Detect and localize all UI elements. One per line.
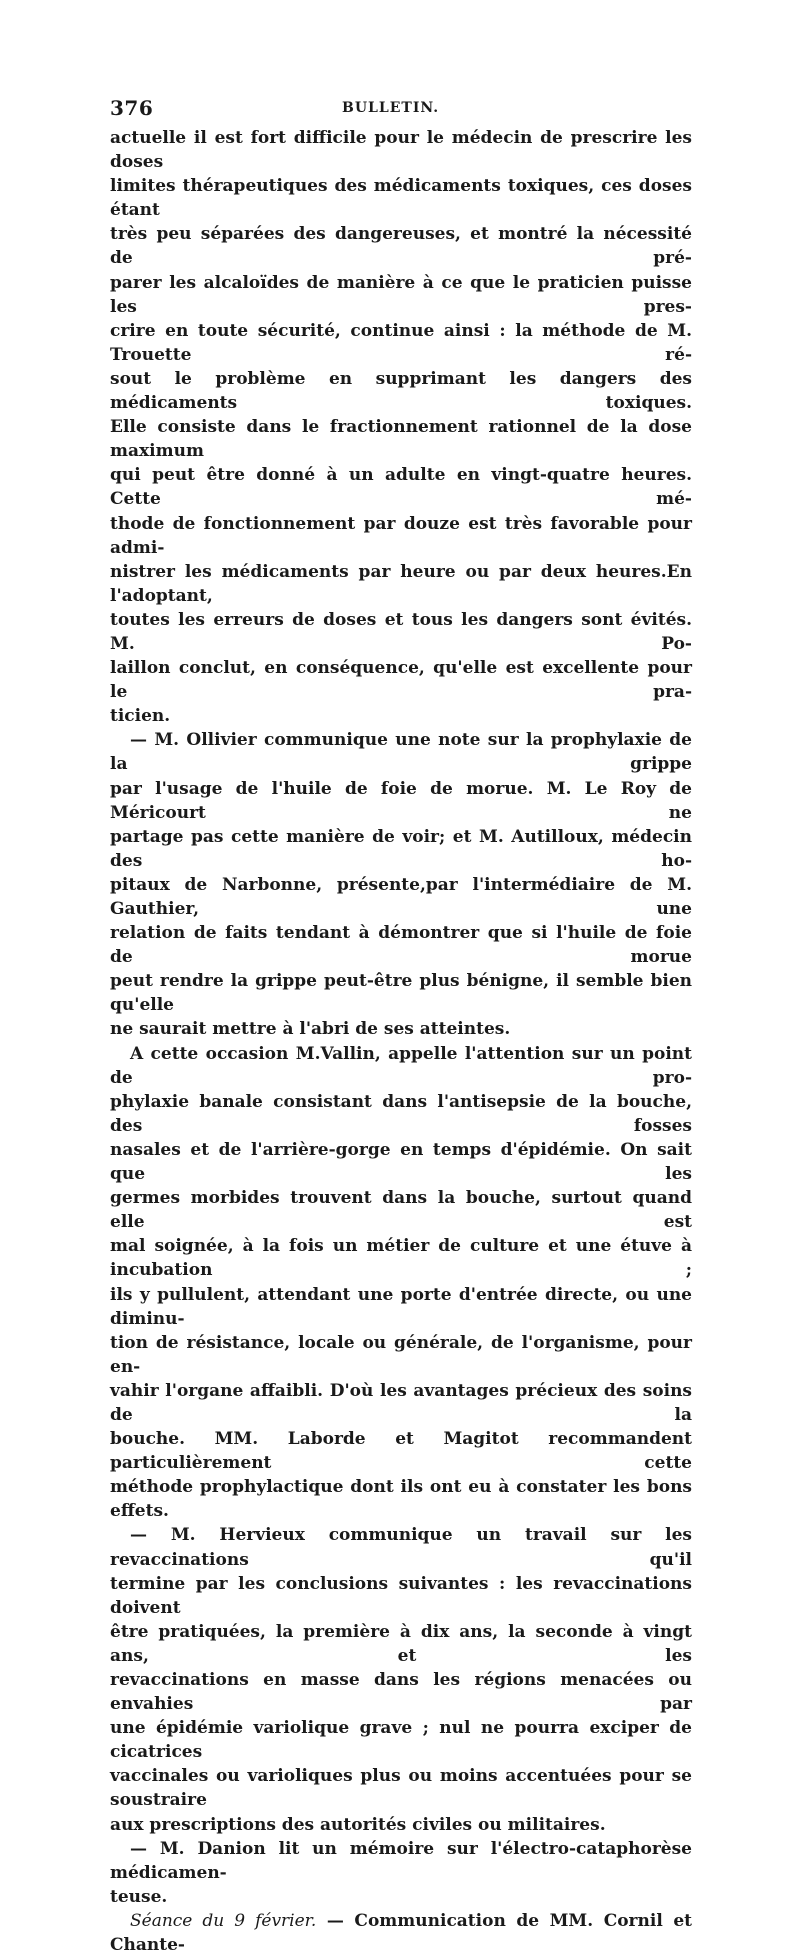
page-number: 376 — [110, 96, 154, 120]
text-line: — M. Hervieux communique un travail sur les revaccinations qu'il — [110, 1525, 692, 1570]
text-line: une épidémie variolique grave ; nul ne pourra exciper de cicatrices — [110, 1718, 692, 1763]
text-line: relation de faits tendant à démontrer que si l'huile de foie de morue — [110, 923, 692, 968]
text-line: thode de fonctionnement par douze est très favorable pour admi- — [110, 513, 692, 558]
text-line: limites thérapeutiques des médicaments toxiques, ces doses étant — [110, 176, 692, 221]
running-head — [110, 96, 692, 126]
text-line: revaccinations en masse dans les régions menacées ou envahies par — [110, 1670, 692, 1715]
paragraph-ollivier — [110, 728, 692, 1041]
text-line: teuse. — [110, 1886, 168, 1907]
paragraph-danion — [110, 1837, 692, 1909]
paragraph-hervieux — [110, 1523, 692, 1836]
page — [110, 96, 692, 1957]
text-line: ne saurait mettre à l'abri de ses atteintes. — [110, 1019, 511, 1040]
paragraph-polaillon — [110, 126, 692, 728]
text-line: ticien. — [110, 706, 171, 727]
text-line: partage pas cette manière de voir; et M. Autilloux, médecin des ho- — [110, 826, 692, 871]
text-line: laillon conclut, en conséquence, qu'elle est excellente pour le pra- — [110, 658, 692, 703]
text-line: toutes les erreurs de doses et tous les dangers sont évités. M. Po- — [110, 609, 692, 654]
text-line: vaccinales ou varioliques plus ou moins accentuées pour se soustraire — [110, 1766, 692, 1811]
text-line: bouche. MM. Laborde et Magitot recommandent particulièrement cette — [110, 1429, 692, 1474]
text-line: nasales et de l'arrière-gorge en temps d'épidémie. On sait que les — [110, 1139, 692, 1185]
text-line: Elle consiste dans le fractionnement rationnel de la dose maximum — [110, 417, 692, 462]
text-line: actuelle il est fort difficile pour le médecin de prescrire les doses — [110, 128, 692, 173]
text-line: par l'usage de l'huile de foie de morue. M. Le Roy de Méricourt ne — [110, 778, 692, 823]
text-line: — M. Danion lit un mémoire sur l'électro-cataphorèse médicamen- — [110, 1838, 692, 1883]
text-line: être pratiquées, la première à dix ans, la seconde à vingt ans, et les — [110, 1621, 692, 1666]
seance-text: — Communication de MM. Cornil et Chante- — [110, 1910, 692, 1956]
paragraph-vallin — [110, 1042, 692, 1524]
text-line: crire en toute sécurité, continue ainsi : la méthode de M. Trouette ré- — [110, 320, 692, 365]
text-line: peut rendre la grippe peut-être plus bénigne, il semble bien qu'elle — [110, 971, 692, 1016]
text-line: pitaux de Narbonne, présente,par l'intermédiaire de M. Gauthier, une — [110, 874, 692, 919]
text-line: A cette occasion M.Vallin, appelle l'attention sur un point de pro- — [110, 1043, 692, 1088]
seance-line — [110, 1909, 692, 1957]
running-title: BULLETIN. — [342, 100, 440, 116]
text-line: nistrer les médicaments par heure ou par deux heures.En l'adoptant, — [110, 561, 692, 606]
text-line: ils y pullulent, attendant une porte d'entrée directe, ou une diminu- — [110, 1284, 692, 1329]
text-line: très peu séparées des dangereuses, et montré la nécessité de pré- — [110, 224, 692, 269]
text-line: mal soignée, à la fois un métier de culture et une étuve à incubation ; — [110, 1236, 692, 1281]
text-line: termine par les conclusions suivantes : les revaccinations doivent — [110, 1573, 692, 1618]
text-line: tion de résistance, locale ou générale, de l'organisme, pour en- — [110, 1332, 692, 1377]
text-line: germes morbides trouvent dans la bouche, surtout quand elle est — [110, 1188, 692, 1233]
seance-label: Séance du 9 février. — [130, 1910, 317, 1931]
text-line: aux prescriptions des autorités civiles ou militaires. — [110, 1814, 606, 1835]
text-line: — M. Ollivier communique une note sur la prophylaxie de la grippe — [110, 730, 692, 775]
text-line: phylaxie banale consistant dans l'antisepsie de la bouche, des fosses — [110, 1091, 692, 1136]
text-line: méthode prophylactique dont ils ont eu à constater les bons effets. — [110, 1477, 692, 1522]
text-line: sout le problème en supprimant les dangers des médicaments toxiques. — [110, 368, 692, 414]
text-line: parer les alcaloïdes de manière à ce que le praticien puisse les pres- — [110, 272, 692, 317]
text-line: vahir l'organe affaibli. D'où les avantages précieux des soins de la — [110, 1380, 692, 1425]
text-line: qui peut être donné à un adulte en vingt-quatre heures. Cette mé- — [110, 465, 692, 510]
